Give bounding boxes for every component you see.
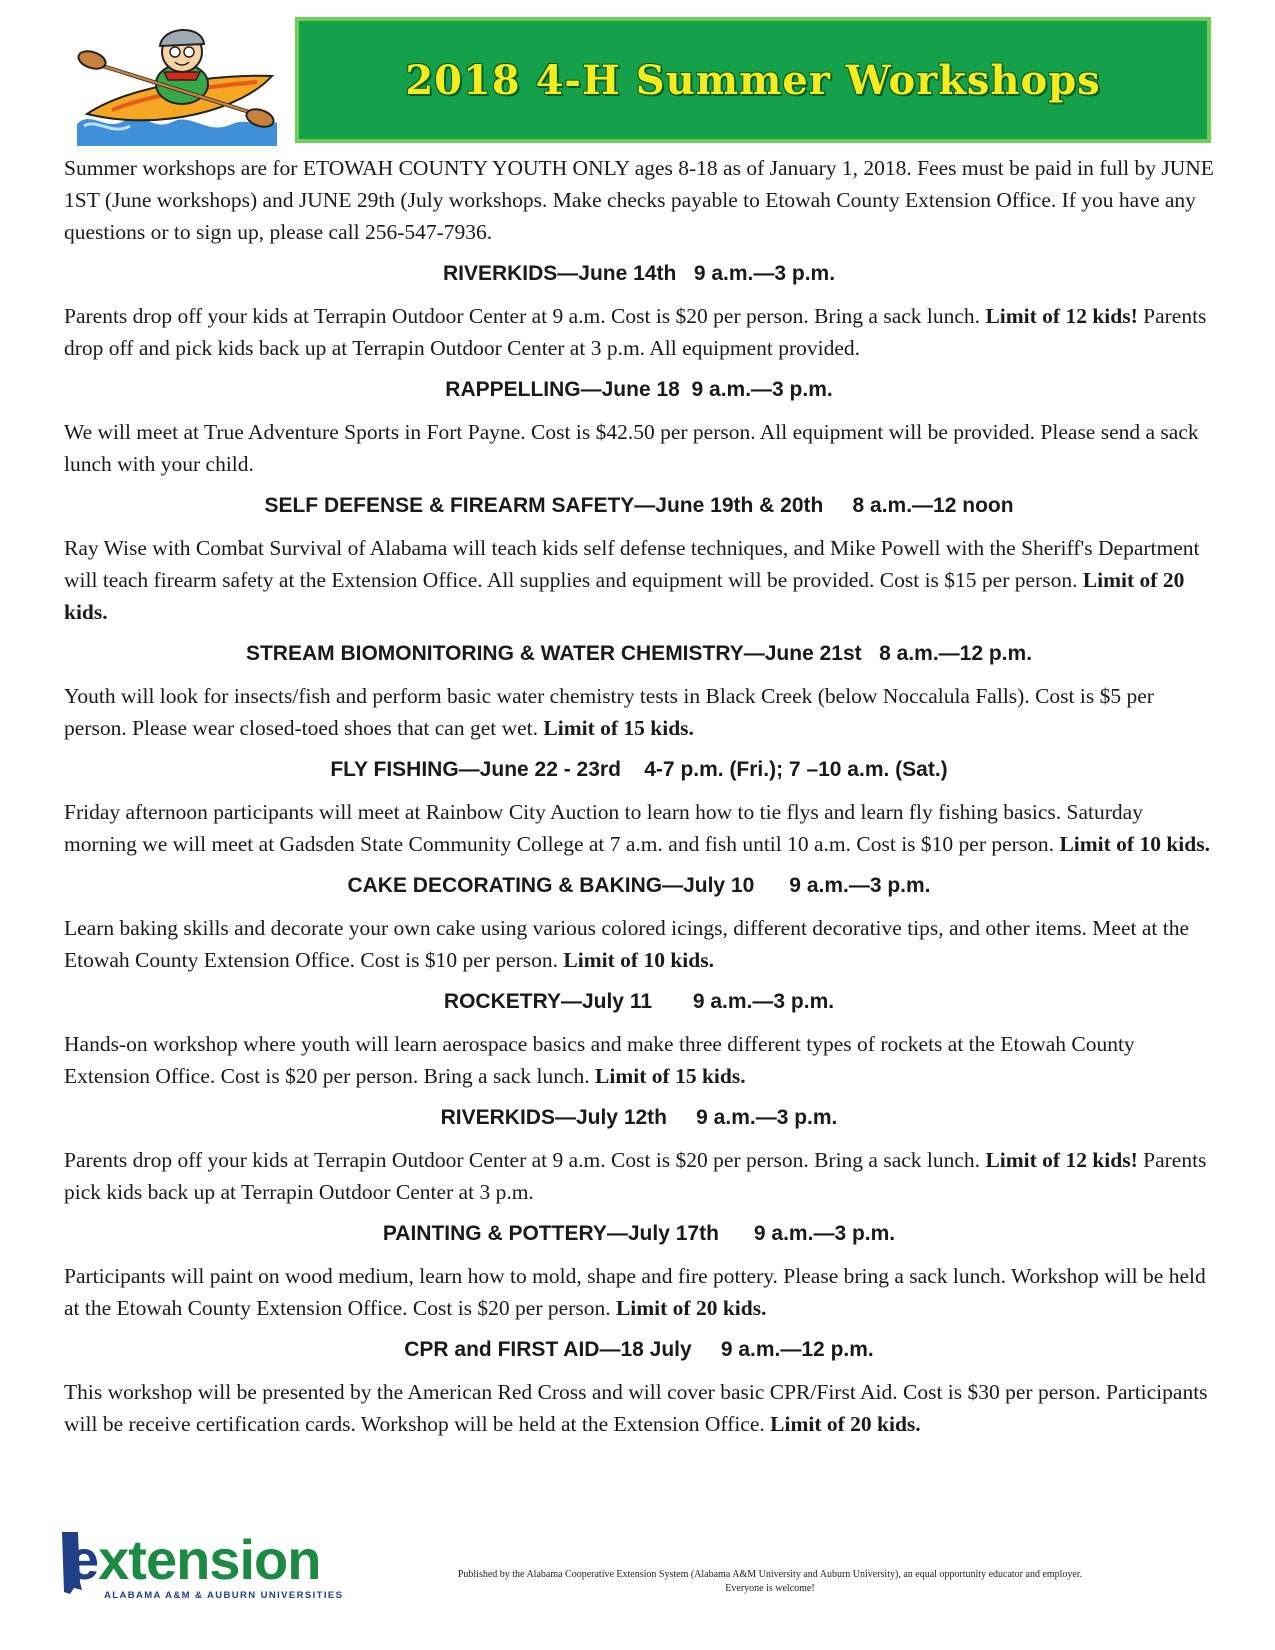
workshop-limit: Limit of 10 kids. [563,948,714,972]
logo-letter-e: e [68,1528,99,1591]
workshop-description [64,300,1214,364]
workshop-text: Parents drop off your kids at Terrapin Outdoor Center at 9 a.m. Cost is $20 per person. Bring a sack lunch. [64,304,986,328]
kayaker-clipart-icon [72,14,282,146]
workshop-description [64,1376,1214,1440]
workshop-description [64,1028,1214,1092]
workshop-limit: Limit of 12 kids! [985,304,1138,328]
publisher-note [405,1568,1135,1596]
main-content [64,152,1214,1452]
workshop-text: Participants will paint on wood medium, learn how to mold, shape and fire pottery. Please bring a sack lunch. Workshop will be held at the Etowah County Extension Office. Cost is $20 per person. [64,1264,1206,1320]
welcome-line: Everyone is welcome! [725,1583,815,1594]
workshop-text: This workshop will be presented by the American Red Cross and will cover basic CPR/First Aid. Cost is $30 per person. Participants will be receive certification cards. Workshop will be held at the Extension Office. [64,1380,1208,1436]
workshop-limit: Limit of 15 kids. [543,716,694,740]
page-title: 2018 4-H Summer Workshops [405,56,1101,104]
workshop-text: Learn baking skills and decorate your own cake using various colored icings, different decorative tips, and other items. Meet at the Etowah County Extension Office. Cost is $10 per person. [64,916,1190,972]
workshop-limit: Limit of 15 kids. [595,1064,746,1088]
logo-wordmark [68,1530,320,1590]
workshop-text: We will meet at True Adventure Sports in Fort Payne. Cost is $42.50 per person. All equipment will be provided. Please send a sack lunch with your child. [64,420,1199,476]
workshop-description [64,680,1214,744]
workshop-heading: STREAM BIOMONITORING & WATER CHEMISTRY—June 21st 8 a.m.—12 p.m. [245,642,1033,665]
workshop-text-continued: Parents drop off and pick kids back up at Terrapin Outdoor Center at 3 p.m. All equipment provided. [64,304,1207,360]
workshop-description [64,1144,1214,1208]
workshop-text: Hands-on workshop where youth will learn aerospace basics and make three different types of rockets at the Etowah County Extension Office. Cost is $20 per person. Bring a sack lunch. [64,1032,1135,1088]
workshop-text: Parents drop off your kids at Terrapin Outdoor Center at 9 a.m. Cost is $20 per person. Bring a sack lunch. [64,1148,986,1172]
workshop-text-continued: Parents pick kids back up at Terrapin Outdoor Center at 3 p.m. [64,1148,1207,1204]
workshop-heading: PAINTING & POTTERY—July 17th 9 a.m.—3 p.m. [382,1222,896,1245]
workshop-limit: Limit of 20 kids. [615,1296,767,1320]
workshop-limit: Limit of 12 kids! [985,1148,1138,1172]
workshop-text: Ray Wise with Combat Survival of Alabama will teach kids self defense techniques, and Mike Powell with the Sheriff's Department will teach firearm safety at the Extension Office. All supplies and equipment will be provided. Cost is $15 per person. [64,536,1200,592]
workshop-heading: SELF DEFENSE & FIREARM SAFETY—June 19th & 20th 8 a.m.—12 noon [264,494,1014,517]
workshop-heading: ROCKETRY—July 11 9 a.m.—3 p.m. [443,990,835,1013]
workshop-description [64,416,1214,480]
intro-paragraph: Summer workshops are for ETOWAH COUNTY YOUTH ONLY ages 8-18 as of January 1, 2018. Fees must be paid in full by JUNE 1ST (June workshops) and JUNE 29th (July workshops. Make checks payable to Etowah County Extension Office. If you have any questions or to sign up, please call 256-547-7936. [64,156,1214,244]
workshop-heading: FLY FISHING—June 22 - 23rd 4-7 p.m. (Fri.); 7 –10 a.m. (Sat.) [330,758,948,781]
workshop-text: Friday afternoon participants will meet at Rainbow City Auction to learn how to tie flys and learn fly fishing basics. Saturday morning we will meet at Gadsden State Community College at 7 a.m. and fish until 10 a.m. Cost is $10 per person. [64,800,1143,856]
workshop-limit: Limit of 20 kids. [770,1412,921,1436]
workshop-limit: Limit of 20 kids. [64,568,1185,624]
publisher-line: Published by the Alabama Cooperative Extension System (Alabama A&M University and Auburn University), an equal opportunity educator and employer. [457,1569,1083,1580]
workshop-description [64,1260,1214,1324]
workshop-heading: CPR and FIRST AID—18 July 9 a.m.—12 p.m. [404,1338,874,1361]
workshop-list [64,260,1214,1440]
title-banner [295,17,1211,143]
workshop-text: Youth will look for insects/fish and perform basic water chemistry tests in Black Creek (below Noccalula Falls). Cost is $5 per person. Please wear closed-toed shoes that can get wet. [64,684,1154,740]
workshop-heading: RIVERKIDS—June 14th 9 a.m.—3 p.m. [442,262,836,285]
logo-letters: xtension [98,1528,321,1591]
workshop-heading: RAPPELLING—June 18 9 a.m.—3 p.m. [445,378,833,401]
workshop-description [64,912,1214,976]
workshop-heading: CAKE DECORATING & BAKING—July 10 9 a.m.—3 p.m. [347,874,931,897]
workshop-description [64,796,1214,860]
page-header [0,0,1275,160]
logo-subtitle: ALABAMA A&M & AUBURN UNIVERSITIES [104,1590,344,1601]
workshop-limit: Limit of 10 kids. [1059,832,1210,856]
extension-logo [60,1530,350,1610]
workshop-heading: RIVERKIDS—July 12th 9 a.m.—3 p.m. [440,1106,838,1129]
workshop-description [64,532,1214,628]
